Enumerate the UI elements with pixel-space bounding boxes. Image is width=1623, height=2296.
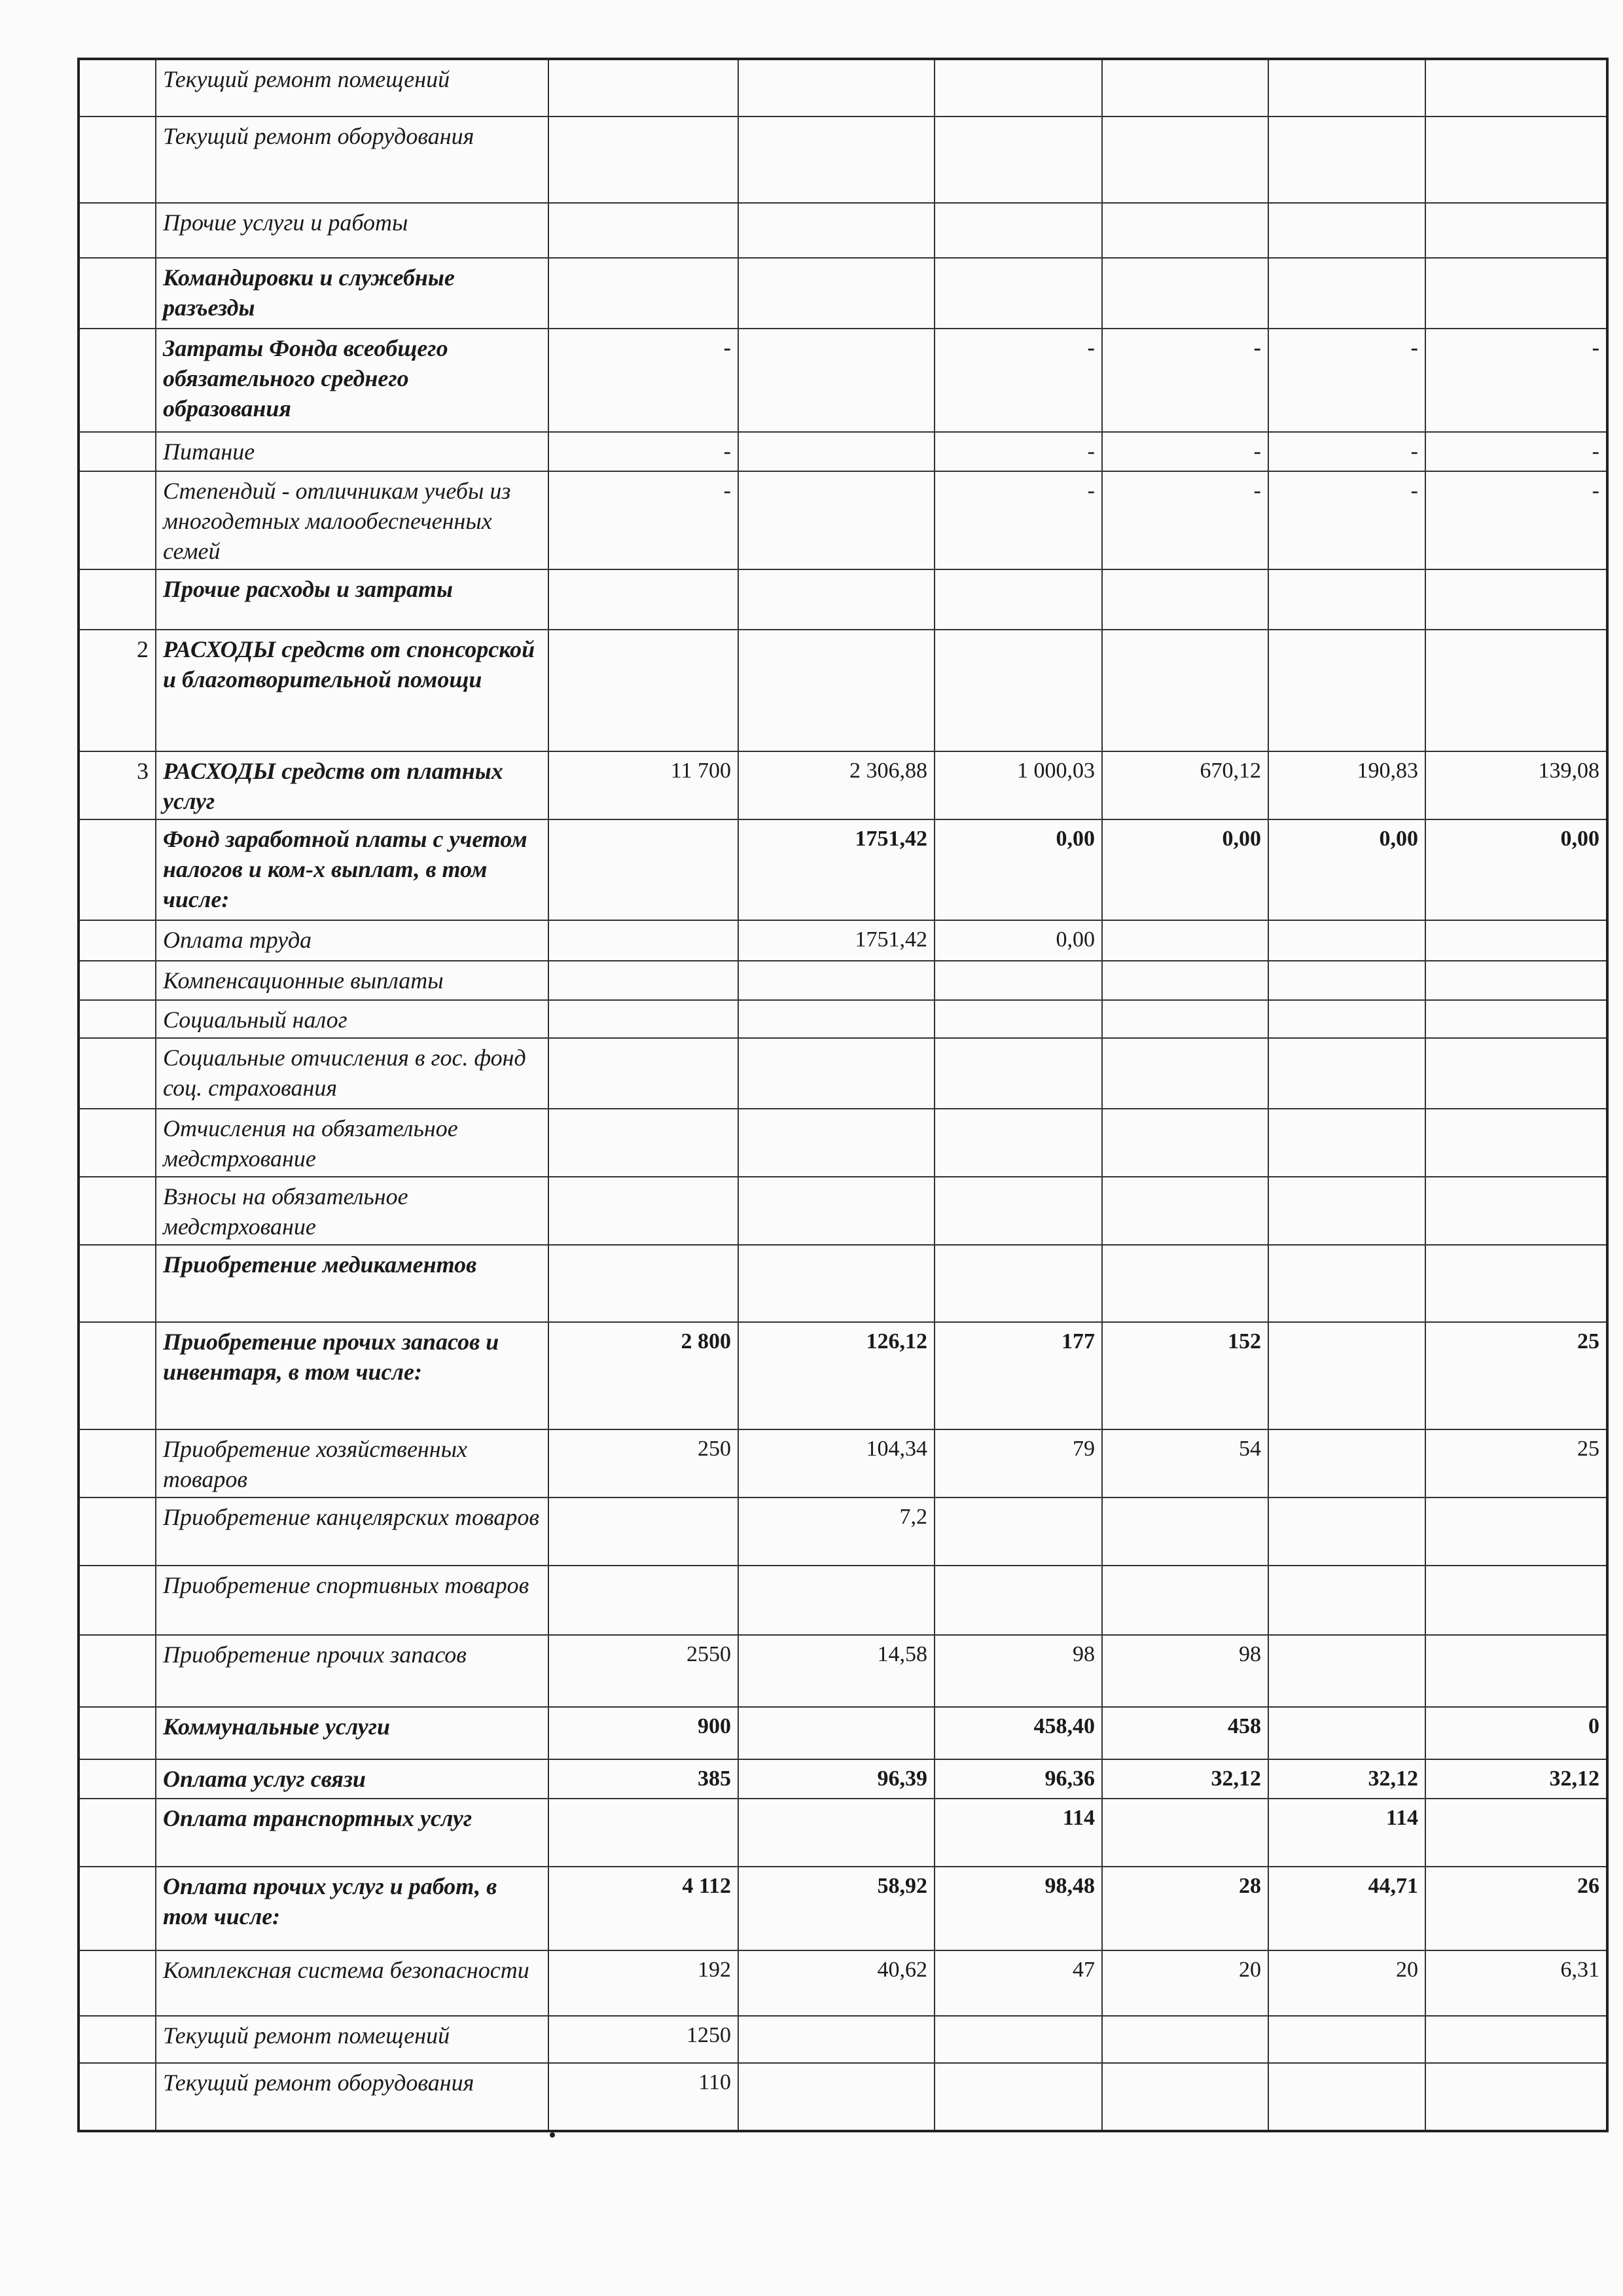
table-row <box>79 630 1607 751</box>
value-cell <box>1425 1566 1607 1635</box>
row-number <box>79 59 156 117</box>
value-cell: 79 <box>935 1429 1102 1498</box>
value-cell <box>1102 1245 1268 1322</box>
value-cell <box>1425 920 1607 961</box>
value-cell: 0,00 <box>1268 819 1425 920</box>
value-cell: 0,00 <box>1102 819 1268 920</box>
value-cell <box>1425 1000 1607 1038</box>
value-cell: 126,12 <box>738 1322 935 1429</box>
table-row <box>79 329 1607 432</box>
value-cell <box>1268 1109 1425 1177</box>
value-cell <box>738 329 935 432</box>
value-cell <box>548 1000 738 1038</box>
value-cell <box>935 1038 1102 1109</box>
value-cell: 190,83 <box>1268 751 1425 819</box>
row-label: Приобретение прочих запасов и инвентаря, в том числе: <box>156 1322 548 1429</box>
table-row <box>79 569 1607 630</box>
value-cell <box>738 961 935 1000</box>
table-row <box>79 258 1607 329</box>
value-cell: 0 <box>1425 1707 1607 1759</box>
row-label: Приобретение спортивных товаров <box>156 1566 548 1635</box>
table-row <box>79 2016 1607 2063</box>
value-cell <box>1268 2063 1425 2131</box>
value-cell <box>738 258 935 329</box>
table-row <box>79 1038 1607 1109</box>
table-row <box>79 1429 1607 1498</box>
row-number <box>79 1950 156 2016</box>
value-cell <box>548 203 738 258</box>
value-cell <box>1102 203 1268 258</box>
table-row <box>79 117 1607 203</box>
value-cell <box>548 1498 738 1566</box>
value-cell <box>1102 1000 1268 1038</box>
value-cell: - <box>935 329 1102 432</box>
row-label: Питание <box>156 432 548 471</box>
value-cell <box>1268 569 1425 630</box>
table-row <box>79 2063 1607 2131</box>
value-cell: 0,00 <box>1425 819 1607 920</box>
row-number <box>79 258 156 329</box>
value-cell <box>1268 961 1425 1000</box>
row-number <box>79 1759 156 1799</box>
value-cell: 2550 <box>548 1635 738 1707</box>
value-cell: 458 <box>1102 1707 1268 1759</box>
value-cell <box>738 203 935 258</box>
value-cell <box>1425 203 1607 258</box>
value-cell: 25 <box>1425 1429 1607 1498</box>
value-cell: - <box>548 432 738 471</box>
row-number <box>79 471 156 569</box>
value-cell <box>738 1799 935 1867</box>
value-cell <box>738 432 935 471</box>
value-cell: 96,39 <box>738 1759 935 1799</box>
value-cell <box>548 1038 738 1109</box>
value-cell: 385 <box>548 1759 738 1799</box>
value-cell <box>548 819 738 920</box>
value-cell <box>1102 1038 1268 1109</box>
table-row <box>79 1245 1607 1322</box>
value-cell: - <box>548 471 738 569</box>
value-cell <box>1102 59 1268 117</box>
value-cell <box>1425 117 1607 203</box>
row-label: Текущий ремонт оборудования <box>156 2063 548 2131</box>
value-cell <box>548 1245 738 1322</box>
value-cell: 2 800 <box>548 1322 738 1429</box>
value-cell <box>1102 630 1268 751</box>
value-cell: 32,12 <box>1425 1759 1607 1799</box>
value-cell <box>1102 2063 1268 2131</box>
value-cell <box>1425 630 1607 751</box>
value-cell: - <box>1102 432 1268 471</box>
value-cell: 152 <box>1102 1322 1268 1429</box>
value-cell <box>548 258 738 329</box>
page-mark <box>550 2132 555 2138</box>
value-cell: 14,58 <box>738 1635 935 1707</box>
value-cell: - <box>1268 432 1425 471</box>
row-number <box>79 920 156 961</box>
value-cell: 458,40 <box>935 1707 1102 1759</box>
value-cell <box>1425 1245 1607 1322</box>
value-cell <box>935 961 1102 1000</box>
row-label: Оплата прочих услуг и работ, в том числе: <box>156 1867 548 1950</box>
value-cell: 32,12 <box>1102 1759 1268 1799</box>
value-cell: 0,00 <box>935 920 1102 961</box>
value-cell <box>738 2016 935 2063</box>
value-cell: 177 <box>935 1322 1102 1429</box>
value-cell: 110 <box>548 2063 738 2131</box>
row-label: Фонд заработной платы с учетом налогов и ком-х выплат, в том числе: <box>156 819 548 920</box>
value-cell <box>1425 569 1607 630</box>
budget-table-body <box>79 59 1607 2131</box>
value-cell: 1 000,03 <box>935 751 1102 819</box>
table-row <box>79 961 1607 1000</box>
value-cell: 44,71 <box>1268 1867 1425 1950</box>
row-number: 2 <box>79 630 156 751</box>
value-cell <box>1268 1566 1425 1635</box>
row-label: Оплата труда <box>156 920 548 961</box>
table-row <box>79 1498 1607 1566</box>
table-row <box>79 1109 1607 1177</box>
row-number <box>79 2063 156 2131</box>
row-number <box>79 1000 156 1038</box>
row-label: Комплексная система безопасности <box>156 1950 548 2016</box>
value-cell: - <box>1102 329 1268 432</box>
value-cell <box>1425 1799 1607 1867</box>
row-number <box>79 1177 156 1245</box>
value-cell <box>548 1799 738 1867</box>
value-cell: - <box>1425 432 1607 471</box>
value-cell: 1751,42 <box>738 920 935 961</box>
table-row <box>79 1759 1607 1799</box>
value-cell <box>548 920 738 961</box>
value-cell <box>935 258 1102 329</box>
value-cell: 98 <box>935 1635 1102 1707</box>
value-cell <box>1425 2063 1607 2131</box>
value-cell <box>1425 1109 1607 1177</box>
row-number <box>79 1635 156 1707</box>
value-cell: 139,08 <box>1425 751 1607 819</box>
table-row <box>79 1000 1607 1038</box>
row-number <box>79 432 156 471</box>
value-cell <box>1102 2016 1268 2063</box>
value-cell: 4 112 <box>548 1867 738 1950</box>
value-cell <box>935 569 1102 630</box>
value-cell <box>935 630 1102 751</box>
row-number <box>79 329 156 432</box>
row-label: Текущий ремонт оборудования <box>156 117 548 203</box>
value-cell <box>1102 1177 1268 1245</box>
value-cell <box>1425 1635 1607 1707</box>
table-row <box>79 59 1607 117</box>
row-number <box>79 819 156 920</box>
row-number: 3 <box>79 751 156 819</box>
value-cell <box>1425 1177 1607 1245</box>
value-cell <box>1425 2016 1607 2063</box>
value-cell <box>935 1000 1102 1038</box>
value-cell: 47 <box>935 1950 1102 2016</box>
value-cell <box>1425 1498 1607 1566</box>
value-cell <box>548 1109 738 1177</box>
value-cell: 114 <box>1268 1799 1425 1867</box>
row-label: Степендий - отличникам учебы из многодетных малообеспеченных семей <box>156 471 548 569</box>
value-cell <box>1268 1498 1425 1566</box>
value-cell <box>1268 1322 1425 1429</box>
value-cell <box>1425 59 1607 117</box>
row-label: РАСХОДЫ средств от спонсорской и благотворительной помощи <box>156 630 548 751</box>
value-cell: 7,2 <box>738 1498 935 1566</box>
value-cell: 114 <box>935 1799 1102 1867</box>
value-cell <box>1425 1038 1607 1109</box>
value-cell <box>935 1109 1102 1177</box>
value-cell <box>1425 961 1607 1000</box>
table-row <box>79 819 1607 920</box>
value-cell: 1751,42 <box>738 819 935 920</box>
value-cell: 192 <box>548 1950 738 2016</box>
value-cell: 25 <box>1425 1322 1607 1429</box>
value-cell <box>1268 1707 1425 1759</box>
value-cell <box>738 117 935 203</box>
value-cell <box>1102 1566 1268 1635</box>
value-cell <box>1102 117 1268 203</box>
value-cell: 670,12 <box>1102 751 1268 819</box>
row-number <box>79 569 156 630</box>
value-cell <box>935 59 1102 117</box>
value-cell: 20 <box>1268 1950 1425 2016</box>
value-cell <box>1102 258 1268 329</box>
value-cell <box>935 1498 1102 1566</box>
row-number <box>79 1245 156 1322</box>
row-number <box>79 117 156 203</box>
value-cell <box>738 2063 935 2131</box>
value-cell <box>1102 1799 1268 1867</box>
value-cell <box>1268 1177 1425 1245</box>
value-cell <box>935 203 1102 258</box>
value-cell <box>935 1566 1102 1635</box>
value-cell: - <box>935 471 1102 569</box>
value-cell: - <box>1425 471 1607 569</box>
row-label: Коммунальные услуги <box>156 1707 548 1759</box>
value-cell <box>738 1566 935 1635</box>
table-row <box>79 1566 1607 1635</box>
value-cell <box>1268 59 1425 117</box>
value-cell: 58,92 <box>738 1867 935 1950</box>
row-label: Приобретение хозяйственных товаров <box>156 1429 548 1498</box>
row-label: Отчисления на обязательное медстрхование <box>156 1109 548 1177</box>
value-cell <box>738 1707 935 1759</box>
value-cell: 0,00 <box>935 819 1102 920</box>
row-label: Текущий ремонт помещений <box>156 59 548 117</box>
value-cell <box>935 2016 1102 2063</box>
value-cell <box>738 59 935 117</box>
value-cell <box>738 630 935 751</box>
row-number <box>79 1322 156 1429</box>
row-label: Социальные отчисления в гос. фонд соц. страхования <box>156 1038 548 1109</box>
value-cell: 54 <box>1102 1429 1268 1498</box>
table-row <box>79 1867 1607 1950</box>
value-cell <box>1268 1245 1425 1322</box>
row-label: Социальный налог <box>156 1000 548 1038</box>
value-cell <box>1268 630 1425 751</box>
row-label: Затраты Фонда всеобщего обязательного среднего образования <box>156 329 548 432</box>
value-cell <box>1425 258 1607 329</box>
value-cell: 6,31 <box>1425 1950 1607 2016</box>
table-row <box>79 751 1607 819</box>
value-cell <box>548 117 738 203</box>
value-cell <box>935 1245 1102 1322</box>
value-cell <box>935 2063 1102 2131</box>
value-cell <box>1102 569 1268 630</box>
row-number <box>79 1038 156 1109</box>
row-number <box>79 1429 156 1498</box>
value-cell <box>1268 1000 1425 1038</box>
row-number <box>79 1707 156 1759</box>
value-cell <box>1268 1038 1425 1109</box>
value-cell: 98 <box>1102 1635 1268 1707</box>
value-cell: 11 700 <box>548 751 738 819</box>
table-row <box>79 1177 1607 1245</box>
value-cell: - <box>1102 471 1268 569</box>
table-row <box>79 203 1607 258</box>
value-cell <box>738 1177 935 1245</box>
value-cell: 20 <box>1102 1950 1268 2016</box>
value-cell: 26 <box>1425 1867 1607 1950</box>
value-cell: - <box>1268 471 1425 569</box>
value-cell <box>1268 920 1425 961</box>
value-cell <box>738 1109 935 1177</box>
value-cell <box>548 630 738 751</box>
row-label: Приобретение канцелярских товаров <box>156 1498 548 1566</box>
value-cell: 40,62 <box>738 1950 935 2016</box>
value-cell: 32,12 <box>1268 1759 1425 1799</box>
row-number <box>79 1566 156 1635</box>
row-label: Текущий ремонт помещений <box>156 2016 548 2063</box>
value-cell <box>548 59 738 117</box>
row-number <box>79 1867 156 1950</box>
table-row <box>79 471 1607 569</box>
row-number <box>79 1109 156 1177</box>
row-label: Компенсационные выплаты <box>156 961 548 1000</box>
row-label: Взносы на обязательное медстрхование <box>156 1177 548 1245</box>
row-label: Прочие услуги и работы <box>156 203 548 258</box>
row-label: Оплата транспортных услуг <box>156 1799 548 1867</box>
row-label: Прочие расходы и затраты <box>156 569 548 630</box>
value-cell <box>548 1566 738 1635</box>
value-cell <box>1268 117 1425 203</box>
value-cell <box>1102 1109 1268 1177</box>
row-label: Приобретение прочих запасов <box>156 1635 548 1707</box>
row-number <box>79 2016 156 2063</box>
row-number <box>79 1498 156 1566</box>
table-row <box>79 1707 1607 1759</box>
value-cell: 2 306,88 <box>738 751 935 819</box>
table-row <box>79 432 1607 471</box>
value-cell: 98,48 <box>935 1867 1102 1950</box>
row-number <box>79 961 156 1000</box>
row-number <box>79 203 156 258</box>
table-row <box>79 1322 1607 1429</box>
value-cell: 96,36 <box>935 1759 1102 1799</box>
table-row <box>79 1799 1607 1867</box>
value-cell <box>548 569 738 630</box>
value-cell: - <box>1268 329 1425 432</box>
table-row <box>79 920 1607 961</box>
value-cell: 1250 <box>548 2016 738 2063</box>
value-cell <box>738 1038 935 1109</box>
value-cell <box>548 961 738 1000</box>
value-cell: 250 <box>548 1429 738 1498</box>
value-cell <box>1102 961 1268 1000</box>
value-cell <box>1102 920 1268 961</box>
value-cell: 28 <box>1102 1867 1268 1950</box>
value-cell <box>1268 1635 1425 1707</box>
value-cell <box>935 1177 1102 1245</box>
row-label: Приобретение медикаментов <box>156 1245 548 1322</box>
value-cell <box>1268 203 1425 258</box>
budget-table <box>77 58 1609 2132</box>
value-cell <box>548 1177 738 1245</box>
value-cell: 900 <box>548 1707 738 1759</box>
value-cell: 104,34 <box>738 1429 935 1498</box>
value-cell <box>1268 1429 1425 1498</box>
value-cell <box>1102 1498 1268 1566</box>
row-number <box>79 1799 156 1867</box>
row-label: Оплата услуг связи <box>156 1759 548 1799</box>
value-cell <box>738 1000 935 1038</box>
value-cell <box>935 117 1102 203</box>
value-cell <box>738 569 935 630</box>
value-cell <box>738 471 935 569</box>
row-label: Командировки и служебные разъезды <box>156 258 548 329</box>
value-cell: - <box>935 432 1102 471</box>
table-row <box>79 1635 1607 1707</box>
value-cell <box>1268 2016 1425 2063</box>
value-cell <box>738 1245 935 1322</box>
row-label: РАСХОДЫ средств от платных услуг <box>156 751 548 819</box>
value-cell: - <box>1425 329 1607 432</box>
table-row <box>79 1950 1607 2016</box>
value-cell <box>1268 258 1425 329</box>
value-cell: - <box>548 329 738 432</box>
